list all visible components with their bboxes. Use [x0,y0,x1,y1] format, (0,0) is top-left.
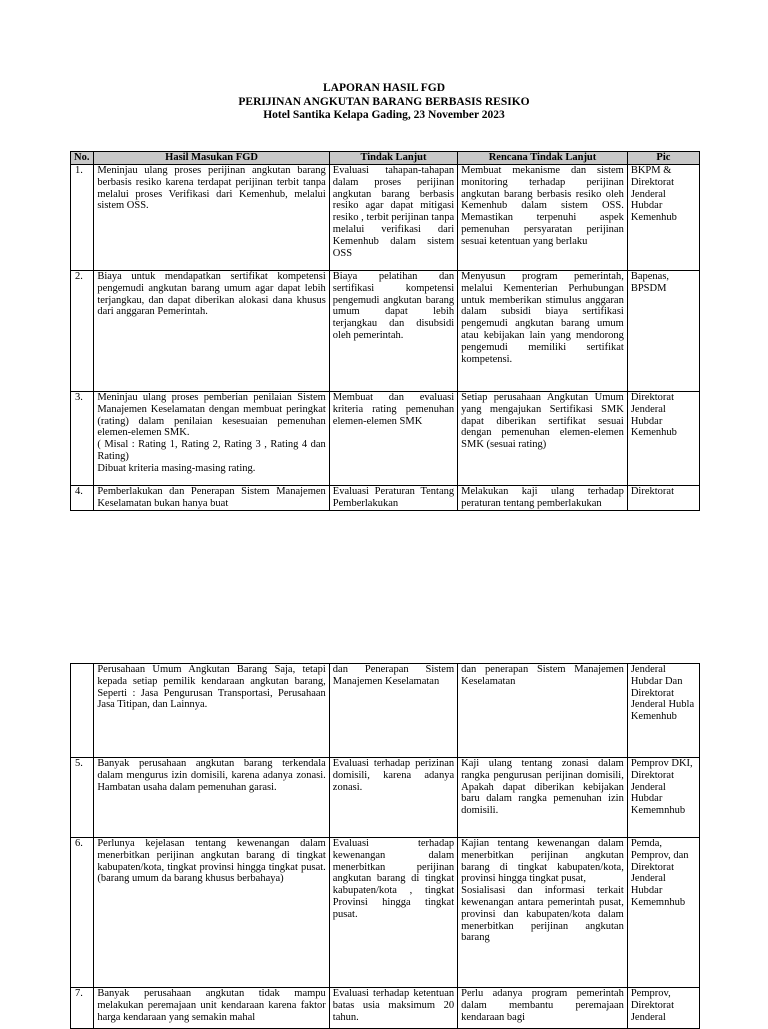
row-pic: Jenderal Hubdar Dan Direktorat Jenderal Hubla Kemenhub [627,664,699,758]
row-pic: Direktorat Jenderal Hubdar Kemenhub [627,392,699,486]
row-no: 6. [71,838,94,988]
fgd-table-page-1 [70,151,700,511]
table-row [71,486,700,511]
row-pic [627,486,699,511]
row-pic: Bapenas, BPSDM [627,271,699,392]
report-header [0,82,768,123]
row-hasil: Perusahaan Umum Angkutan Barang Saja, tetapi kepada setiap pemilik kendaraan angkutan barang, Seperti : Jasa Pengurusan Transportasi, Perusahaan Jasa Titipan, dan Lainnya. [94,664,329,758]
table-row [71,758,700,838]
row-pic: Pemda, Pemprov, dan Direktorat Jenderal Hubdar Kememnhub [627,838,699,988]
row-hasil-multi [94,392,329,486]
row-tindak: Biaya pelatihan dan sertifikasi kompetensi pengemudi angkutan barang umum dapat lebih terjangkau dan disubsidi oleh pemerintah. [329,271,457,392]
table-row [71,664,700,758]
row-rencana-multi [458,838,628,988]
header-hasil: Hasil Masukan FGD [94,152,329,165]
row-hasil [94,988,329,1029]
hasil-line: Dibuat kriteria masing-masing rating. [97,462,256,474]
row-no-text: 4. [75,486,83,497]
header-no: No. [71,152,94,165]
table-header-row [71,152,700,165]
row-pic-text: Direktorat [630,486,674,497]
row-tindak: Membuat dan evaluasi kriteria rating pemenuhan elemen-elemen SMK [329,392,457,486]
row-tindak [329,486,457,511]
report-title: LAPORAN HASIL FGD [322,82,446,94]
row-rencana [458,988,628,1029]
header-rencana: Rencana Tindak Lanjut [458,152,628,165]
row-no-text: 7. [75,988,83,999]
row-hasil: Perlunya kejelasan tentang kewenangan dalam menerbitkan perijinan angkutan barang di tingkat kabupaten/kota, tingkat provinsi hingga tingkat pusat.(barang umum da barang khusus berbahaya) [94,838,329,988]
row-tindak: Evaluasi tahapan-tahapan dalam proses perijinan angkutan barang berbasis resiko agar dapat mitigasi resiko , terbit perijinan tanpa melalui verifikasi dari Kemenhub dalam sistem OSS [329,165,457,271]
row-rencana: Menyusun program pemerintah, melalui Kementerian Perhubungan untuk memberikan stimulus anggaran dalam subsidi biaya sertifikasi pengemudi angkutan barang umum atau kebijakan lain yang mendorong pengemudi memiliki sertifikat kompetensi. [458,271,628,392]
row-hasil: Meninjau ulang proses perijinan angkutan barang berbasis resiko karena terdapat perijinan terbit tanpa melalui proses Verifikasi dari Kemenhub, melalui sistem OSS. [94,165,329,271]
row-tindak [329,988,457,1029]
row-pic-text: Pemprov, Direktorat Jenderal [630,988,674,1023]
row-no: 2. [71,271,94,392]
row-pic: BKPM & Direktorat Jenderal Hubdar Kemenhub [627,165,699,271]
report-venue-date: Hotel Santika Kelapa Gading, 23 November 2023 [263,109,505,121]
row-tindak-text: Evaluasi Peraturan Tentang Pemberlakukan [332,486,455,509]
row-tindak: Evaluasi terhadap perizinan domisili, karena adanya zonasi. [329,758,457,838]
table-row [71,271,700,392]
row-rencana: Membuat mekanisme dan sistem monitoring terhadap perijinan angkutan barang berbasis resiko oleh Kemenhub dalam sistem OSS. Memastikan terpenuhi aspek pemenuhan persyaratan perijinan sesuai ketentuan yang berlaku [458,165,628,271]
header-pic: Pic [627,152,699,165]
row-hasil: Biaya untuk mendapatkan sertifikat kompetensi pengemudi angkutan barang umum agar dapat lebih terjangkau, dan dapat diberikan alokasi dana khusus dari anggaran Pemerintah. [94,271,329,392]
rencana-line: Sosialisasi dan informasi terkait kewenangan antara pemerintah pusat, provinsi dan kabupaten/kota dalam menerbitkan perijinan angkutan barang [461,885,624,944]
table-row [71,392,700,486]
row-hasil-text: Banyak perusahaan angkutan tidak mampu melakukan peremajaan unit kendaraan karena faktor harga kendaraan yang semakin mahal [97,988,326,1023]
row-rencana: dan penerapan Sistem Manajemen Keselamatan [458,664,628,758]
row-no: 5. [71,758,94,838]
row-no [71,486,94,511]
table-row [71,838,700,988]
hasil-line: Meninjau ulang proses pemberian penilaian Sistem Manajemen Keselamatan dengan membuat peringkat (rating) dalam penilaian kesesuaian pemenuhan elemen-elemen SMK. [97,392,326,439]
row-no: 1. [71,165,94,271]
table-row [71,988,700,1029]
report-subtitle: PERIJINAN ANGKUTAN BARANG BERBASIS RESIKO [238,95,530,108]
row-hasil: Banyak perusahaan angkutan barang terkendala dalam mengurus izin domisili, karena adanya zonasi. Hambatan usaha dalam pemenuhan garasi. [94,758,329,838]
row-rencana [458,486,628,511]
row-no: 3. [71,392,94,486]
row-rencana: Setiap perusahaan Angkutan Umum yang mengajukan Sertifikasi SMK dapat diberikan sertifikat sesuai dengan pemenuhan elemen-elemen SMK (sesuai rating) [458,392,628,486]
fgd-table-page-2 [70,663,700,1029]
row-pic: Pemprov DKI, Direktorat Jenderal Hubdar Kememnhub [627,758,699,838]
rencana-line: Kajian tentang kewenangan dalam menerbitkan perijinan angkutan barang di tingkat kabupaten/kota, provinsi hingga tingkat pusat, [461,838,624,885]
row-pic [627,988,699,1029]
row-tindak: dan Penerapan Sistem Manajemen Keselamatan [329,664,457,758]
row-rencana-text: Melakukan kaji ulang terhadap peraturan tentang pemberlakukan [461,486,624,509]
table-row [71,165,700,271]
row-rencana: Kaji ulang tentang zonasi dalam rangka pengurusan perijinan domisili, Apakah dapat diberikan kebijakan baru dalam rangka pemenuhan izin domisili. [458,758,628,838]
row-rencana-text: Perlu adanya program pemerintah dalam membantu peremajaan kendaraan bagi [461,988,624,1023]
row-no [71,664,94,758]
hasil-line: ( Misal : Rating 1, Rating 2, Rating 3 , Rating 4 dan Rating) [97,439,326,462]
row-tindak-text: Evaluasi terhadap ketentuan batas usia maksimum 20 tahun. [332,988,455,1023]
row-hasil-text: Pemberlakukan dan Penerapan Sistem Manajemen Keselamatan bukan hanya buat [97,486,326,509]
row-hasil [94,486,329,511]
row-no [71,988,94,1029]
header-tindak: Tindak Lanjut [329,152,457,165]
row-tindak: Evaluasi terhadap kewenangan dalam menerbitkan perijinan angkutan barang di tingkat kabupaten/kota , tingkat Provinsi hingga tingkat pusat. [329,838,457,988]
